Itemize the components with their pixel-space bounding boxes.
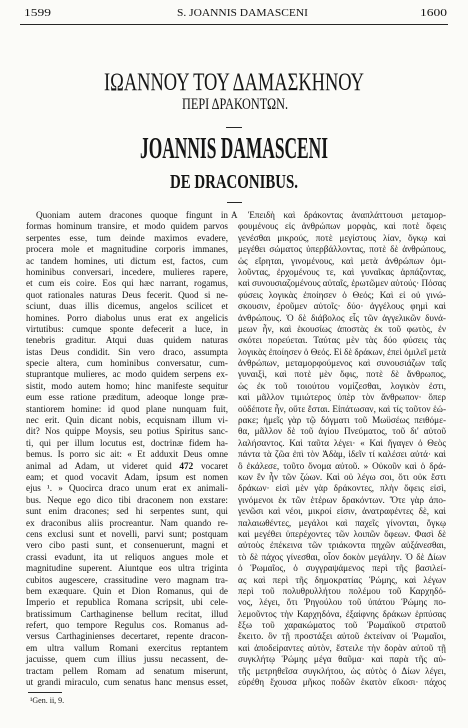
latin-line [26,335,228,346]
latin-line [26,461,228,472]
latin-line [26,256,228,267]
latin-line-text: bratissimum Carthaginense bellum recitat, illud [26,608,228,619]
greek-line [238,221,446,232]
latin-line [26,313,228,324]
greek-line [238,313,446,324]
latin-line-text: Quoniam autem dracones quoque fingunt in [36,210,228,220]
greek-line-text: νος, λέγει, ὅτι Ῥηγούλου τοῦ ὑπάτου Ῥώμης πο- [238,597,446,608]
latin-line-text: magnitudine superent. Aiuntque eos ultra triginta [26,563,228,574]
latin-line-text: cubitos augescere, crassitudine vero magnam tra- [26,574,228,585]
latin-line [26,631,228,642]
greek-line [238,381,446,392]
latin-line [26,438,228,449]
greek-line-text: ὡς ἐκ τοῦ τοιούτου νομίζεσθαι, λογικὸν ἐστι, [238,380,446,391]
greek-line-text: ἀνθρώπους. Ὁ δὲ διάβολος εἷς τῶν ἀγγελικῶν δυνά- [238,312,446,323]
latin-line-text: bem exæquare. Quin et Dion Romanus, qui de [26,585,228,596]
latin-line-text: Imperio et republica Romana scripsit, ubi cele- [26,597,228,608]
latin-line-text-part: animal ad Adam, ut videret quid [26,460,180,471]
latin-line [26,426,228,437]
greek-line [238,426,446,437]
latin-line-text: vero cibo pasti sunt, et consenuerunt, magni et [26,540,228,551]
greek-line [238,563,446,574]
greek-line [238,643,446,654]
latin-line [26,221,228,232]
greek-line [238,631,446,642]
latin-line [26,415,228,426]
greek-line [238,597,446,608]
greek-line-text: φουμένους εἰς ἀνθρώπων μορφὰς, καὶ ποτὲ ὄφεις [238,221,446,232]
greek-line-text: καὶ συνουσιαζομένους αὐταῖς, ἐρωτῶμεν αὐτούς· Πόσας [238,278,446,289]
latin-line [26,233,228,244]
greek-line-text: φύσεις λογικὰς ἐποίησεν ὁ Θεός; Καὶ εἰ οὐ γινώ- [238,289,446,300]
latin-line-text: serpentes esse, tum deinde maximos evadere, [26,232,228,243]
latin-line [26,392,228,403]
latin-line [26,404,228,415]
latin-line-text: versus Carthaginienses decertaret, repente dracon- [26,631,228,642]
footnote: ¹Gen. ii, 9. [30,696,65,705]
latin-line-text: quot rationales naturas Deus fecerit. Quod si ne- [26,289,228,300]
greek-line-text: πάντα τὰ ζῶα ἐπὶ τὸν Ἀδὰμ, ἰδεῖν τί καλέσει αὐτά· καὶ [238,449,446,460]
latin-line [26,620,228,631]
greek-line-text: καὶ ἀποδείραντες αὐτὸν, ἔστειλε τὴν δορὰν αὐτοῦ τῇ [238,642,446,653]
greek-line [238,267,446,278]
greek-line [238,552,446,563]
greek-line-text: περὶ τοῦ πολυθρυλλήτου πολέμου τοῦ Καρχηδό- [238,585,446,596]
latin-line-text: ejus ¹. » Quocirca draco unum erat ex animali- [26,483,228,494]
greek-line-text: τῆς μετρηθεῖσα συγκλήτου, ὡς αὐτὸς ὁ Δίων λέγει, [238,665,446,676]
title-divider [227,202,242,203]
latin-line [26,563,228,574]
greek-line-text: οὐδέποτε ἦν, οὔτε ἔσται. Εἰπάτωσαν, καὶ τίς τοῦτον ἑώ- [238,403,446,414]
running-title: S. JOANNIS DAMASCENI [177,7,308,19]
latin-line [26,244,228,255]
greek-line-text: γενῶσι καὶ νέοι, μικροί εἰσιν, ἀνατραφέντες δὲ, καὶ [238,506,446,517]
latin-line [26,495,228,506]
greek-line-text: ἀνθρώπων, μεταμορφούμενος καὶ συνουσιάζων ταῖς [238,358,446,369]
latin-line [26,506,228,517]
latin-line [26,290,228,301]
greek-line-text: ὡς εἴρηται, γινομένους, καὶ μετὰ ἀνθρώπων ὁμι- [238,255,446,266]
latin-line [26,666,228,677]
greek-line [238,278,446,289]
greek-line [238,483,446,494]
latin-line-text: ut grandi miraculo, cum senatus hanc mensus esset, [26,677,228,688]
greek-line-text: λοῦντας, ἐρχομένους τε, καὶ γυναῖκας ἁρπάζοντας, [238,266,446,277]
greek-line-text: λογικὰς ἐποίησεν ὁ Θεός. Εἰ δὲ δράκων, ἐπεὶ ὁμιλεῖ μετὰ [238,346,446,357]
latin-subtitle: DE DRACONIBUS. [170,171,298,193]
greek-line-text: γινόμενοι ἐκ τῶν ἑτέρων δρακόντων. Ὅτε γὰρ ἀπο- [238,494,446,505]
latin-line [26,449,228,460]
latin-line-text: em ultra vallum Romani exercitus reptantem [26,642,228,653]
latin-line-text: sciunt, duas illis dicemus, angelos scilicet et [26,301,228,312]
greek-line [238,290,446,301]
greek-line [238,540,446,551]
latin-line-text: bus. Neque ego dico tibi draconem non exstare: [26,494,228,505]
latin-line-text: sunt enim dracones; sed hi serpentes sunt, qui [26,506,228,517]
greek-line [238,347,446,358]
page-number-left: 1599 [24,7,51,19]
greek-line [238,233,446,244]
greek-line-text: κων ἓν ἦν τῶν ζώων. Καὶ οὐ λέγω σοι, ὅτι οὐκ ἔστι [238,471,446,482]
greek-line [238,369,446,380]
latin-line-text: nec erit. Quin dicant nobis, ecquisnam illum vi- [26,415,228,426]
latin-line-text: et cum eis coire. Eos qui hæc narrant, rogamus, [26,278,228,289]
latin-line-text: eum esse ratione præditum, adeoque longe præ- [26,392,228,403]
greek-line-text: ὁ Ῥωμαῖος, ὁ συγγραψάμενος περὶ τῆς βασιλεί- [238,563,446,574]
greek-line [238,620,446,631]
column-number-marker: 472 [179,460,194,471]
latin-line [26,518,228,529]
latin-line-text: ac tandem homines, uti dictum est, factos, cum [26,255,228,266]
greek-line [238,301,446,312]
greek-line-text: γυναιξὶ, καὶ ποτὲ μὲν ὄφις, ποτὲ δὲ ἄνθρωπος, [238,369,446,380]
greek-line-text: μεων ἦν, καὶ ἑκουσίως ἀποστὰς ἐκ τοῦ φωτὸς, ἐν [238,323,446,334]
latin-line [26,267,228,278]
greek-line [238,392,446,403]
latin-line-text: formas hominum transire, et modo quidem parvos [26,221,228,232]
latin-line [26,369,228,380]
latin-line-text: ti, qui per illum locutus est, doctrinæ fidem ha- [26,437,228,448]
latin-line-text [26,461,228,471]
greek-line-text: μεγέθει σώματος ὑπερβάλλοντας, ποτὲ δὲ ἀνθρώπους, [238,244,446,255]
latin-line [26,597,228,608]
latin-line-text: sistit, modo autem homo; hinc manifeste sequitur [26,380,228,391]
greek-line [238,404,446,415]
greek-line [238,506,446,517]
latin-line-text: procera mole et magnitudine corporis immanes, [26,244,228,255]
latin-line-text: hominibus conversari, incedere, mulieres rapere, [26,266,228,277]
greek-line [238,210,446,221]
greek-line [238,518,446,529]
greek-line-text: ρακε; ἡμεῖς γὰρ τῷ δόγματι τοῦ Μωϋσέως πειθόμε- [238,415,446,426]
latin-line-text: bemus. Is porro sic ait: « Et adduxit Deus omne [26,449,228,460]
greek-line [238,449,446,460]
latin-line [26,677,228,688]
greek-line-text: λαλήσαντος. Καὶ ταῦτα λέγει· « Καὶ ἤγαγεν ὁ Θεὸς [238,437,446,448]
margin-letter: A [231,210,238,220]
greek-line [238,415,446,426]
latin-line-text: crassi evadunt, ita ut reliquos angues mole et [26,551,228,562]
greek-line [238,586,446,597]
latin-line-text: eam; et quod vocavit Adam, ipsum est nomen [26,471,228,482]
greek-line-text: ὃ ἐκάλεσε, τοῦτο ὄνομα αὐτοῦ. » Οὐκοῦν καὶ ὁ δρά- [238,460,446,471]
greek-line [238,654,446,665]
greek-line [238,472,446,483]
latin-line-text-part: vocaret [193,460,228,471]
greek-line-text: σκουσιν, ἐροῦμεν αὐτοῖς· δύο· ἀγγέλους φημὶ καὶ [238,301,446,312]
latin-line [26,358,228,369]
greek-line-text: ἔκειτο. ὃν τῇ προστάξει αὐτοῦ ἐκτείναν οἱ Ῥωμαῖοι, [238,631,446,642]
greek-line-text: εὑρέθη ἔχουσα μῆκος ποδῶν ἑκατὸν εἴκοσι· πάχος [238,677,446,688]
page-number-right: 1600 [420,7,447,19]
latin-title: JOANNIS DAMASCENI [140,130,328,165]
greek-line-text: καὶ μεγέθει ὑπερέχοντες τῶν λοιπῶν ὄφεων. Φασὶ δὲ [238,528,446,539]
latin-line [26,529,228,540]
latin-line-text: virtutibus: cumque sponte defecerit a luce, in [26,323,228,334]
greek-line [238,529,446,540]
greek-column [238,210,446,688]
greek-line-text: παλαιωθέντες, μεγάλοι καὶ παχεῖς γίνονται, ὄγκῳ [238,517,446,528]
greek-line-text: σκότει πορεύεται. Ταύτας μὲν τὰς δύο φύσεις τὰς [238,335,446,346]
latin-line-text: stuprantque mulieres, ac modo quidem serpens ex- [26,369,228,380]
greek-line-text: δράκων· εἰσὶ μὲν γὰρ δράκοντες, πλὴν ὄφεις εἰσὶ, [238,483,446,494]
greek-line-text: ἔξω τοῦ χαρακώματος τοῦ Ῥωμαϊκοῦ στρατοῦ [238,620,446,631]
greek-line [238,244,446,255]
latin-line [26,609,228,620]
greek-line-text: τὸ δὲ πάχος γίνεσθαι, οἷον δοκὸν μεγάλην. Ὁ δὲ Δίων [238,551,446,562]
latin-line [26,324,228,335]
greek-line [238,256,446,267]
latin-line [26,552,228,563]
greek-line [238,438,446,449]
latin-line [26,540,228,551]
latin-line-text: dit? Nos quippe Moysis, seu potius Spiritus sanc- [26,426,228,437]
greek-subtitle: ΠΕΡΙ ΔΡΑΚΟΝΤΩΝ. [182,96,288,113]
latin-line-text: stantiorem homine: id quod plane nunquam fuit, [26,403,228,414]
greek-line [238,324,446,335]
greek-line [238,495,446,506]
latin-line [26,483,228,494]
latin-line [26,575,228,586]
greek-line-text: γενέσθαι μικρούς, ποτὲ μεγίστους λίαν, ὄγκῳ καὶ [238,232,446,243]
greek-line-text: αὐτοὺς ἐπέκεινα τῶν τριάκοντα πηχῶν αὐξάνεσθαι, [238,540,446,551]
latin-line [26,643,228,654]
greek-line [238,666,446,677]
latin-line [26,278,228,289]
latin-column [26,210,228,688]
greek-line [238,677,446,688]
greek-line-text: καὶ μᾶλλον τιμιώτερος ὑπὲρ τὸν ἄνθρωπον· ὅπερ [238,392,446,403]
latin-line [26,381,228,392]
latin-line [26,210,228,221]
footnote-rule [28,692,62,693]
latin-line [26,301,228,312]
latin-line-text: homines. Porro diabolus unus erat ex angelicis [26,312,228,323]
greek-line-text: λεμοῦντος τὴν Καρχηδόνα, ἐξαίφνης δράκων ἑρπύσας [238,608,446,619]
greek-line-text: συγκλήτῳ Ῥώμης μέγα θαῦμα· καὶ παρὰ τῆς αὐ- [238,654,446,665]
latin-line-text: tenebris graditur. Atqui duas quidem naturas [26,335,228,346]
greek-title: ΙΩΑΝΝΟΥ ΤΟΥ ΔΑΜΑΣΚΗΝΟΥ [104,69,364,96]
latin-line-text: tractam pellem Romam ad senatum miserunt, [26,665,228,676]
greek-line [238,335,446,346]
latin-line [26,347,228,358]
greek-line [238,609,446,620]
latin-line-text: refert, quo tempore Regulus cos. Romanus ad- [26,620,228,631]
greek-line [238,358,446,369]
latin-line-text: specie altera, cum hominibus conversatur, cum- [26,358,228,369]
latin-line-text: jacuisse, quem cum illius jussu necassent, de- [26,654,228,665]
greek-line-text: Ἐπειδὴ καὶ δράκοντας ἀναπλάττουσι μεταμορ- [248,210,446,220]
greek-line-text: θα, μᾶλλον δὲ τοῦ ἁγίου Πνεύματος, τοῦ δι' αὐτοῦ [238,426,446,437]
latin-line-text: cens exclusi sunt et novelli, parvi sunt; postquam [26,528,228,539]
latin-line [26,472,228,483]
title-divider [226,127,242,128]
header-rule [20,24,448,25]
latin-line [26,654,228,665]
latin-line-text: ex draconibus aliis procreantur. Nam quando re- [26,517,228,528]
greek-line-text: ας καὶ περὶ τῆς δημοκρατίας Ῥώμης, καὶ λέγων [238,574,446,585]
latin-line-text: istas Deus condidit. Sin vero draco, assumpta [26,346,228,357]
greek-line [238,575,446,586]
latin-line [26,586,228,597]
greek-line [238,461,446,472]
